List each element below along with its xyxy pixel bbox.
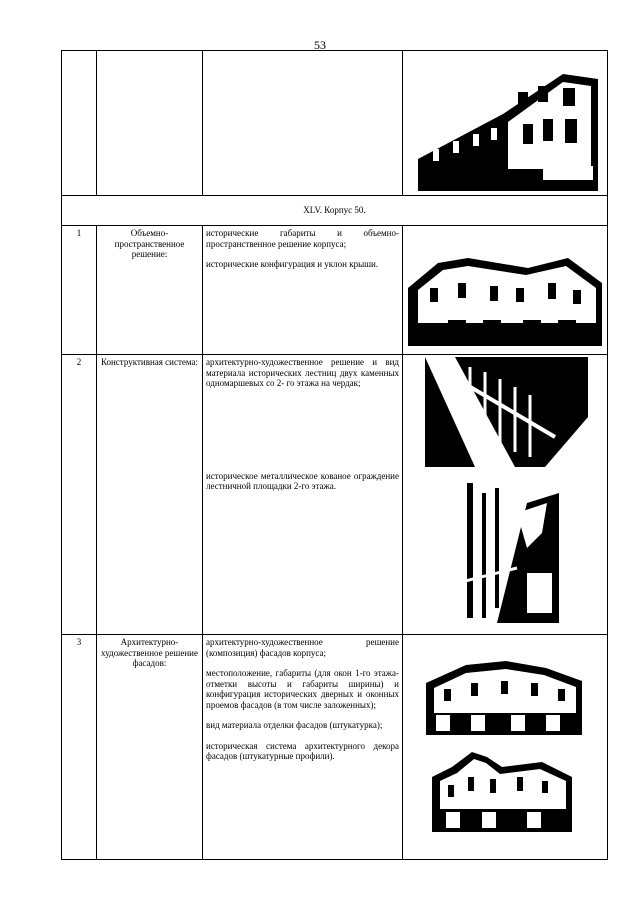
page-number: 53: [314, 38, 326, 52]
photo-cell: [403, 635, 608, 860]
table-row: [62, 635, 608, 860]
building-street-photo: [413, 54, 601, 191]
description-item: историческое металлическое кованое ограждение лестничной площадки 2-го этажа.: [206, 470, 399, 491]
photo-cell: [403, 355, 608, 635]
row-number: 2: [62, 355, 97, 635]
row-description: [203, 226, 403, 355]
protection-subjects-table: [61, 50, 608, 860]
description-item: исторические габариты и объемно-пространственное решение корпуса;: [206, 228, 399, 249]
category-cell: [97, 51, 203, 196]
description-item: историческая система архитектурного декора фасадов (штукатурные профили).: [206, 740, 399, 761]
railing-photo: [457, 473, 559, 623]
table-row: [62, 226, 608, 355]
table-row-continuation: [62, 51, 608, 196]
description-item: местоположение, габариты (для окон 1-го этажа-отметки высоты и габариты ширины) и конфигурация исторических дверных и оконных проемов фасадов (в том числе заложенных);: [206, 668, 399, 710]
row-number: 1: [62, 226, 97, 355]
staircase-photo: [425, 357, 588, 467]
row-description: [203, 635, 403, 860]
section-row: [62, 196, 608, 226]
description-item: архитектурно-художественное решение и вид материала исторических лестниц двух каменных одномаршевых со 2- го этажа на чердак;: [206, 357, 399, 388]
row-category: Конструктивная система:: [97, 355, 203, 635]
photo-cell: [403, 226, 608, 355]
row-category: Объемно-пространственное решение:: [97, 226, 203, 355]
row-number: 3: [62, 635, 97, 860]
building-corner-photo: [408, 228, 602, 346]
table-row: [62, 355, 608, 635]
facade-photo-1: [426, 643, 582, 735]
num-cell: [62, 51, 97, 196]
facade-photo-2: [432, 747, 572, 832]
row-category: Архитектурно-художественное решение фасадов:: [97, 635, 203, 860]
description-item: вид материала отделки фасадов (штукатурка);: [206, 720, 383, 730]
description-item: исторические конфигурация и уклон крыши.: [206, 259, 379, 269]
description-cell: [203, 51, 403, 196]
row-description: [203, 355, 403, 635]
photo-cell: [403, 51, 608, 196]
section-title: XLV. Корпус 50.: [62, 196, 608, 226]
description-item: архитектурно-художественное решение (композиция) фасадов корпуса;: [206, 637, 399, 658]
